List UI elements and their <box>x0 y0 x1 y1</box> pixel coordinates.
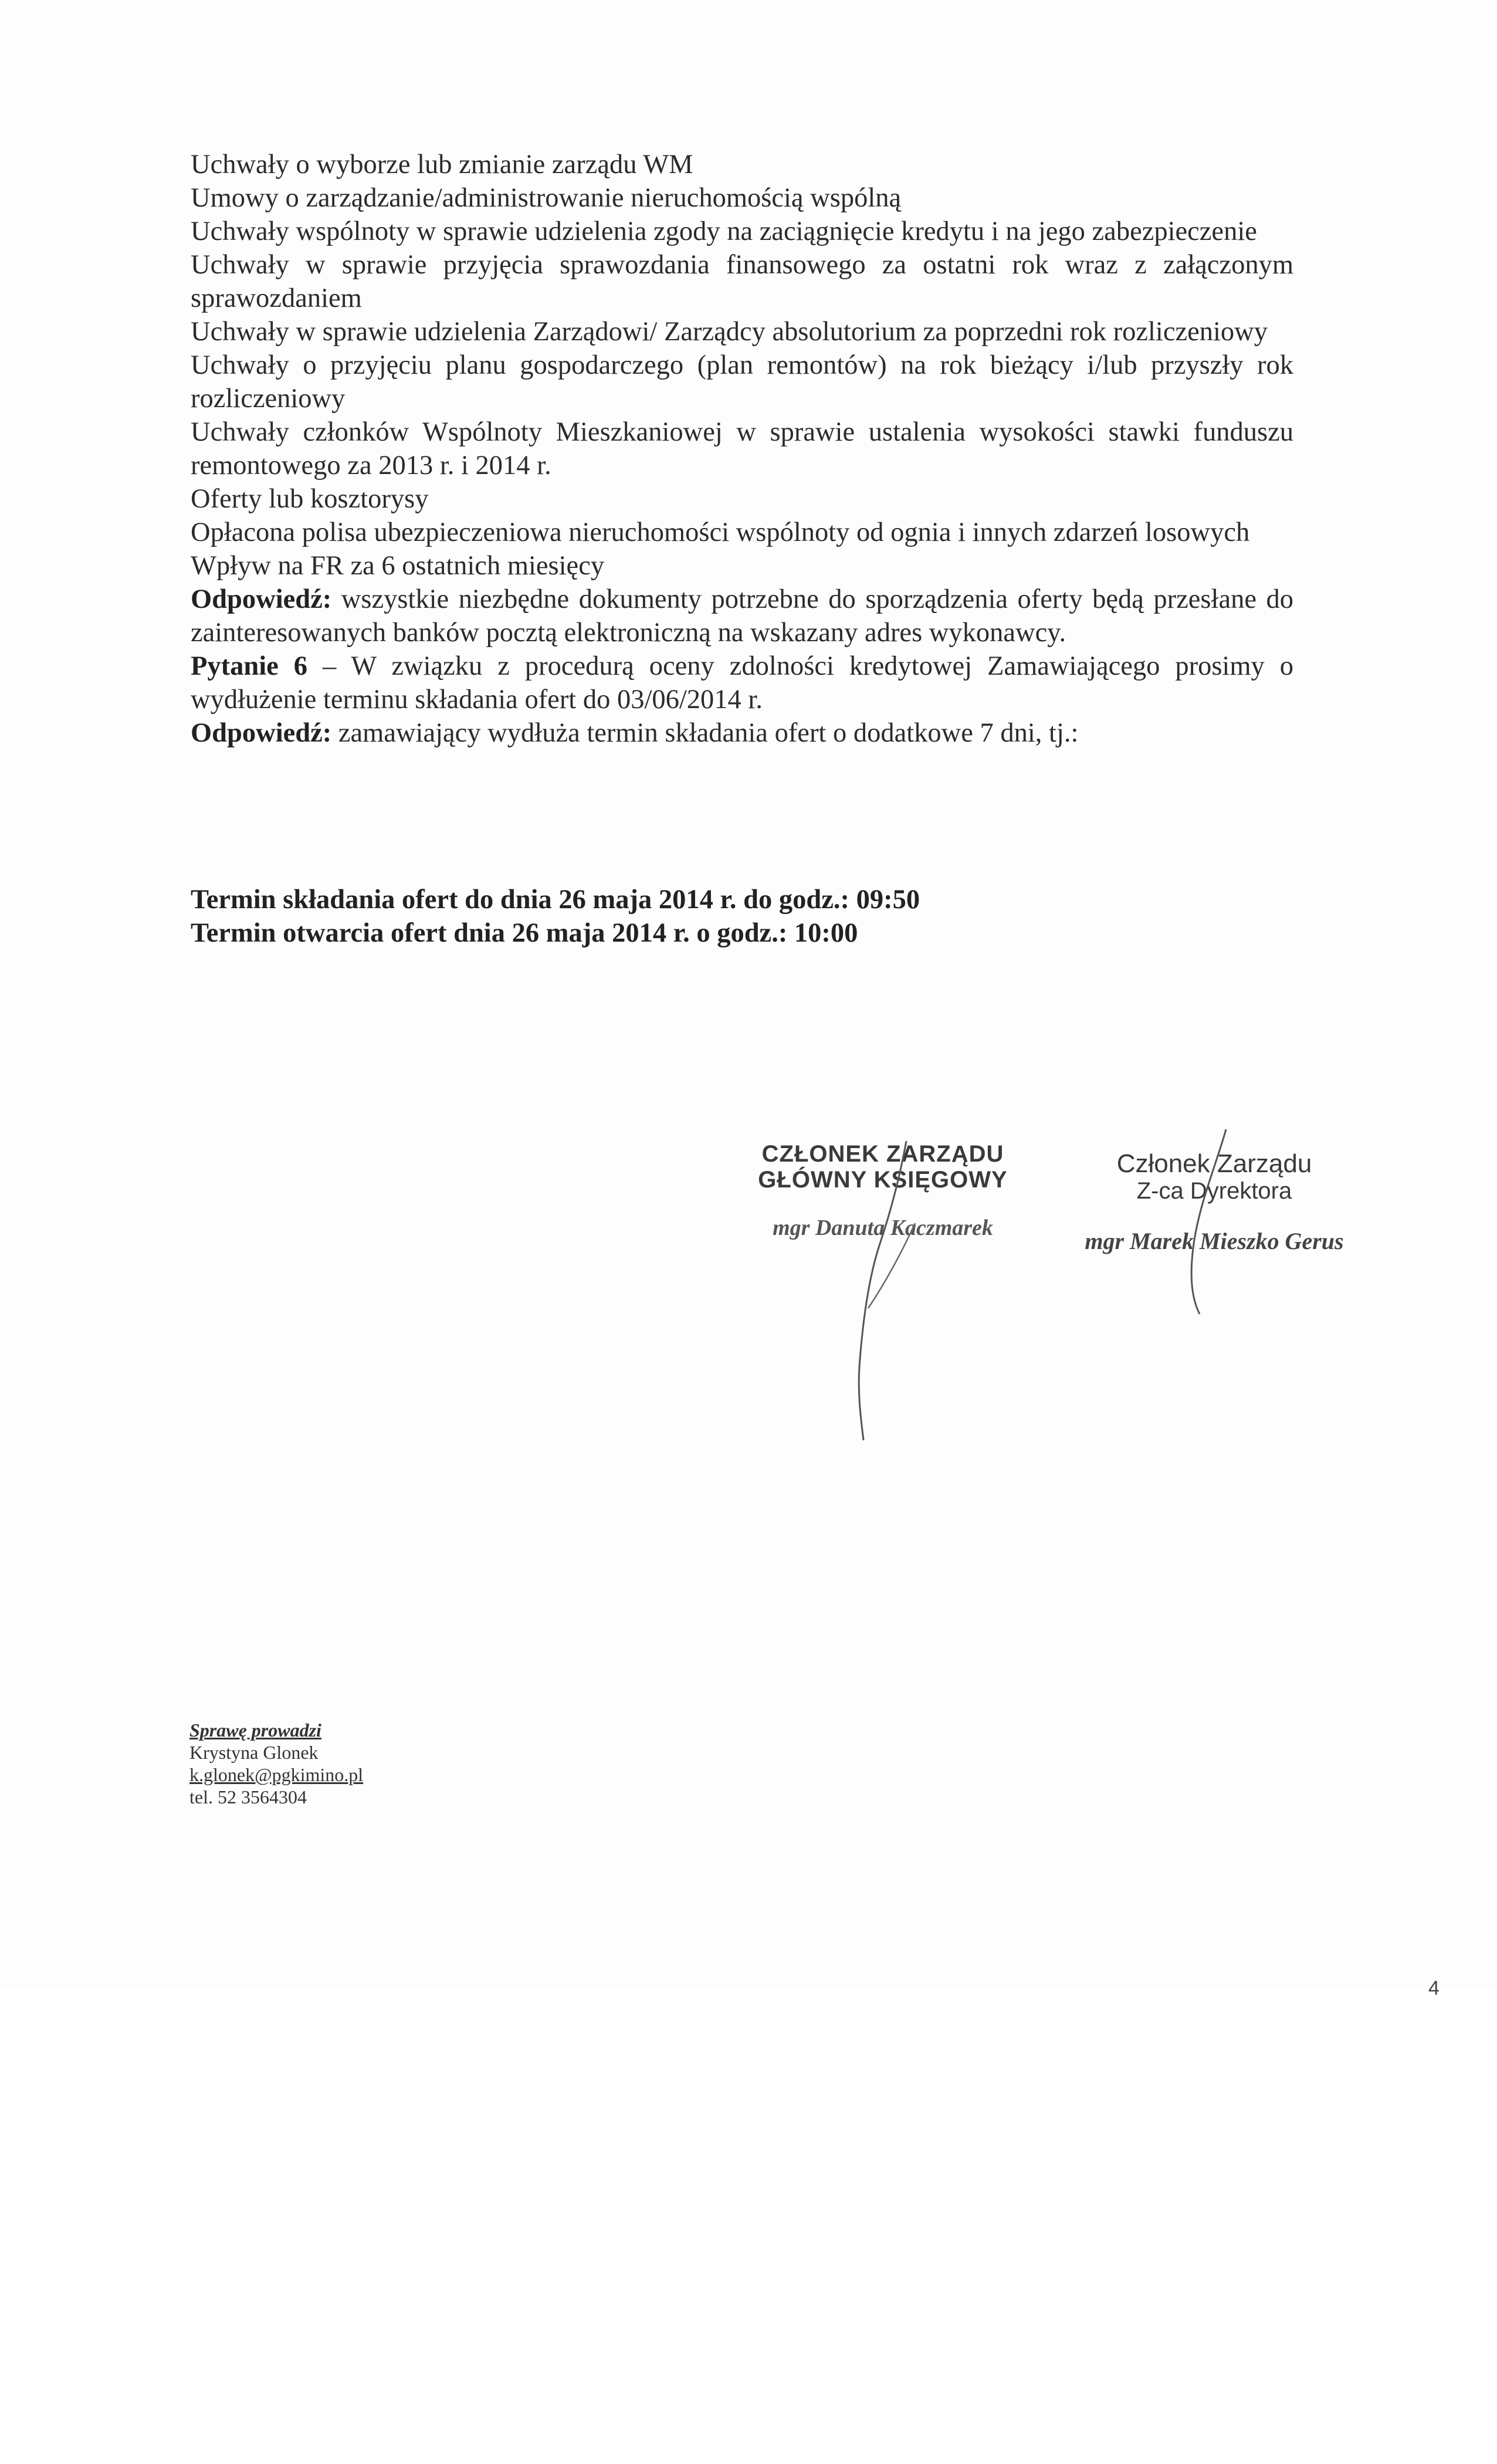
answer-5-paragraph <box>191 583 1293 649</box>
question-text: – W związku z procedurą oceny zdolności kredytowej Zamawiającego prosimy o wydłużenie terminu składania ofert do 03/06/2014 r. <box>191 651 1293 715</box>
opening-deadline: Termin otwarcia ofert dnia 26 maja 2014 r. o godz.: 10:00 <box>191 918 858 948</box>
contact-name: Krystyna Glonek <box>189 1742 319 1763</box>
stamp-name: mgr Marek Mieszko Gerus <box>1085 1228 1344 1254</box>
answer-6-paragraph <box>191 716 1293 750</box>
document-body <box>191 148 1293 750</box>
list-item: Opłacona polisa ubezpieczeniowa nieruchomości wspólnoty od ognia i innych zdarzeń losowych <box>191 517 1250 547</box>
answer-text: zamawiający wydłuża termin składania ofert o dodatkowe 7 dni, tj.: <box>331 718 1079 748</box>
page-bottom-margin <box>0 1989 1497 2464</box>
list-item: Uchwały o przyjęciu planu gospodarczego (plan remontów) na rok bieżący i/lub przyszły rok rozliczeniowy <box>191 350 1293 414</box>
stamp-name: mgr Danuta Kaczmarek <box>773 1216 993 1240</box>
question-label: Pytanie 6 <box>191 651 308 681</box>
contact-email-link[interactable]: k.glonek@pgkimino.pl <box>189 1764 364 1785</box>
stamp-board-member-deputy-director <box>1068 1150 1361 1255</box>
deadlines-block <box>191 883 1293 950</box>
stamp-subtitle: GŁÓWNY KSIĘGOWY <box>758 1167 1008 1193</box>
answer-label: Odpowiedź: <box>191 718 332 748</box>
list-item: Wpływ na FR za 6 ostatnich miesięcy <box>191 551 605 581</box>
submission-deadline: Termin składania ofert do dnia 26 maja 2014 r. do godz.: 09:50 <box>191 885 920 915</box>
list-item: Uchwały o wyborze lub zmianie zarządu WM <box>191 150 693 180</box>
answer-label: Odpowiedź: <box>191 584 332 614</box>
stamp-title: Członek Zarządu <box>1116 1149 1312 1178</box>
page-number: 4 <box>1428 1977 1440 1999</box>
stamp-board-member-chief-accountant <box>757 1141 1009 1241</box>
question-6-paragraph <box>191 649 1293 716</box>
contact-title: Sprawę prowadzi <box>189 1720 321 1741</box>
stamp-title: CZŁONEK ZARZĄDU <box>761 1141 1004 1167</box>
list-item: Uchwały w sprawie udzielenia Zarządowi/ Zarządcy absolutorium za poprzedni rok rozliczeniowy <box>191 317 1268 347</box>
list-item: Uchwały w sprawie przyjęcia sprawozdania finansowego za ostatni rok wraz z załączonym sprawozdaniem <box>191 250 1293 313</box>
list-item: Oferty lub kosztorysy <box>191 484 429 514</box>
stamp-subtitle: Z-ca Dyrektora <box>1136 1178 1292 1204</box>
answer-text: wszystkie niezbędne dokumenty potrzebne do sporządzenia oferty będą przesłane do zainteresowanych banków pocztą elektroniczną na wskazany adres wykonawcy. <box>191 584 1293 648</box>
list-item: Umowy o zarządzanie/administrowanie nieruchomością wspólną <box>191 183 902 213</box>
contact-phone: tel. 52 3564304 <box>189 1786 307 1808</box>
contact-block <box>189 1719 600 1808</box>
list-item: Uchwały wspólnoty w sprawie udzielenia zgody na zaciągnięcie kredytu i na jego zabezpieczenie <box>191 216 1257 246</box>
list-item: Uchwały członków Wspólnoty Mieszkaniowej w sprawie ustalenia wysokości stawki funduszu remontowego za 2013 r. i 2014 r. <box>191 417 1293 480</box>
